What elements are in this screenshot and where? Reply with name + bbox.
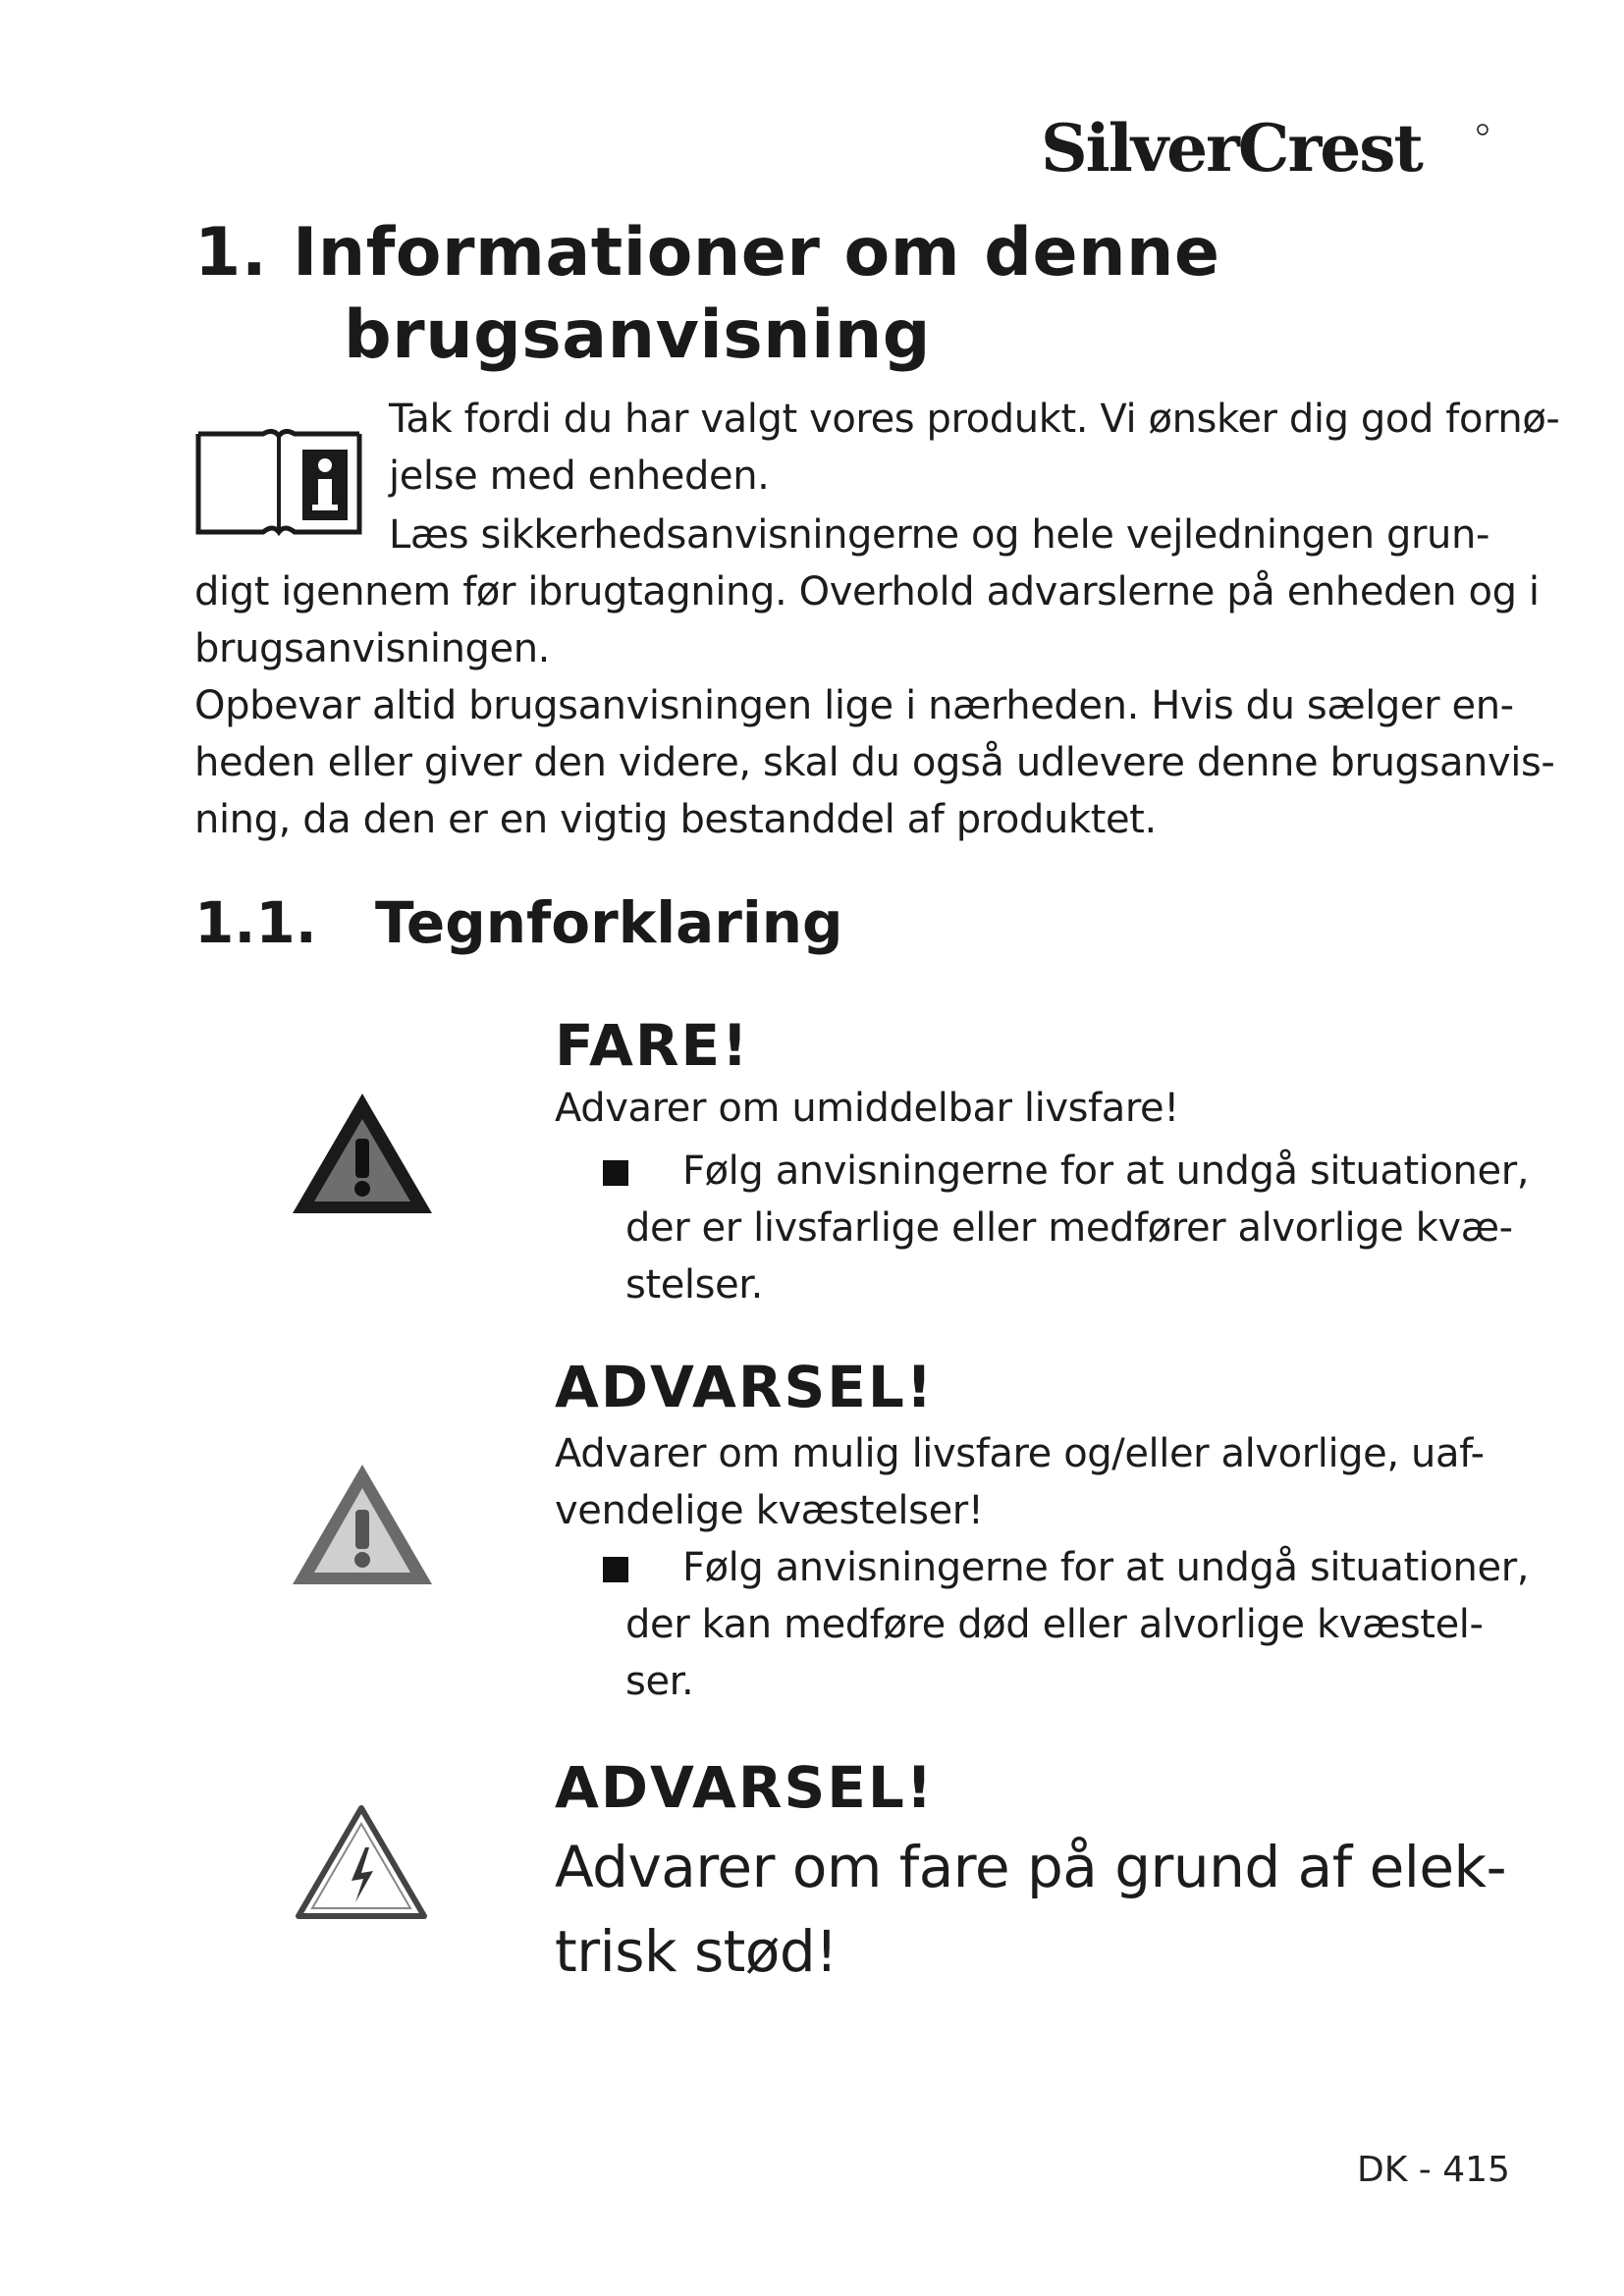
warning-text-line: Advarer om umiddelbar livsfare!: [555, 1086, 1179, 1131]
bullet-square-icon: [603, 1160, 628, 1186]
warning-heading-advarsel-electric: ADVARSEL!: [555, 1754, 935, 1821]
paragraph-line: digt igennem før ibrugtagning. Overhold advarslerne på enheden og i: [194, 569, 1540, 614]
section-number: 1.: [194, 214, 268, 292]
paragraph-line: brugsanvisningen.: [194, 626, 550, 671]
silvercrest-logo: [1041, 110, 1492, 188]
subsection-title: Tegnforklaring: [375, 889, 843, 956]
section-title-line-1: Informationer om denne: [293, 214, 1220, 292]
bullet-text-line: Følg anvisningerne for at undgå situationer,: [682, 1148, 1530, 1194]
bullet-text-line: der kan medføre død eller alvorlige kvæstel-: [625, 1602, 1484, 1647]
warning-triangle-light-icon: [289, 1461, 436, 1592]
paragraph-line: Læs sikkerhedsanvisningerne og hele vejledningen grun-: [389, 512, 1489, 558]
paragraph-line: jelse med enheden.: [389, 454, 770, 499]
paragraph-line: heden eller giver den videre, skal du også udlevere denne brugsanvis-: [194, 740, 1555, 785]
info-book-icon: [194, 422, 363, 542]
section-title-line-2: brugsanvisning: [344, 296, 931, 374]
warning-text-line: trisk stød!: [555, 1918, 838, 1985]
bullet-text-line: der er livsfarlige eller medfører alvorlige kvæ-: [625, 1205, 1513, 1251]
subsection-number: 1.1.: [194, 889, 317, 956]
electric-shock-triangle-icon: [295, 1804, 428, 1926]
warning-heading-fare: FARE!: [555, 1012, 750, 1079]
brand-name: SilverCrest: [1041, 110, 1422, 187]
warning-text-line: vendelige kvæstelser!: [555, 1488, 984, 1533]
warning-triangle-icon: [289, 1090, 436, 1221]
bullet-square-icon: [603, 1557, 628, 1582]
bullet-text-line: Følg anvisningerne for at undgå situationer,: [682, 1545, 1530, 1590]
brand-logo: [1041, 110, 1492, 188]
paragraph-line: Tak fordi du har valgt vores produkt. Vi ønsker dig god fornø-: [389, 397, 1560, 442]
bullet-text-line: stelser.: [625, 1262, 763, 1308]
warning-text-line: Advarer om mulig livsfare og/eller alvorlige, uaf-: [555, 1431, 1485, 1476]
warning-text-line: Advarer om fare på grund af elek-: [555, 1834, 1507, 1900]
warning-heading-advarsel: ADVARSEL!: [555, 1354, 935, 1420]
bullet-text-line: ser.: [625, 1659, 694, 1704]
paragraph-line: Opbevar altid brugsanvisningen lige i nærheden. Hvis du sælger en-: [194, 683, 1514, 728]
page-number: DK - 415: [1357, 2150, 1510, 2190]
paragraph-line: ning, da den er en vigtig bestanddel af produktet.: [194, 797, 1157, 842]
